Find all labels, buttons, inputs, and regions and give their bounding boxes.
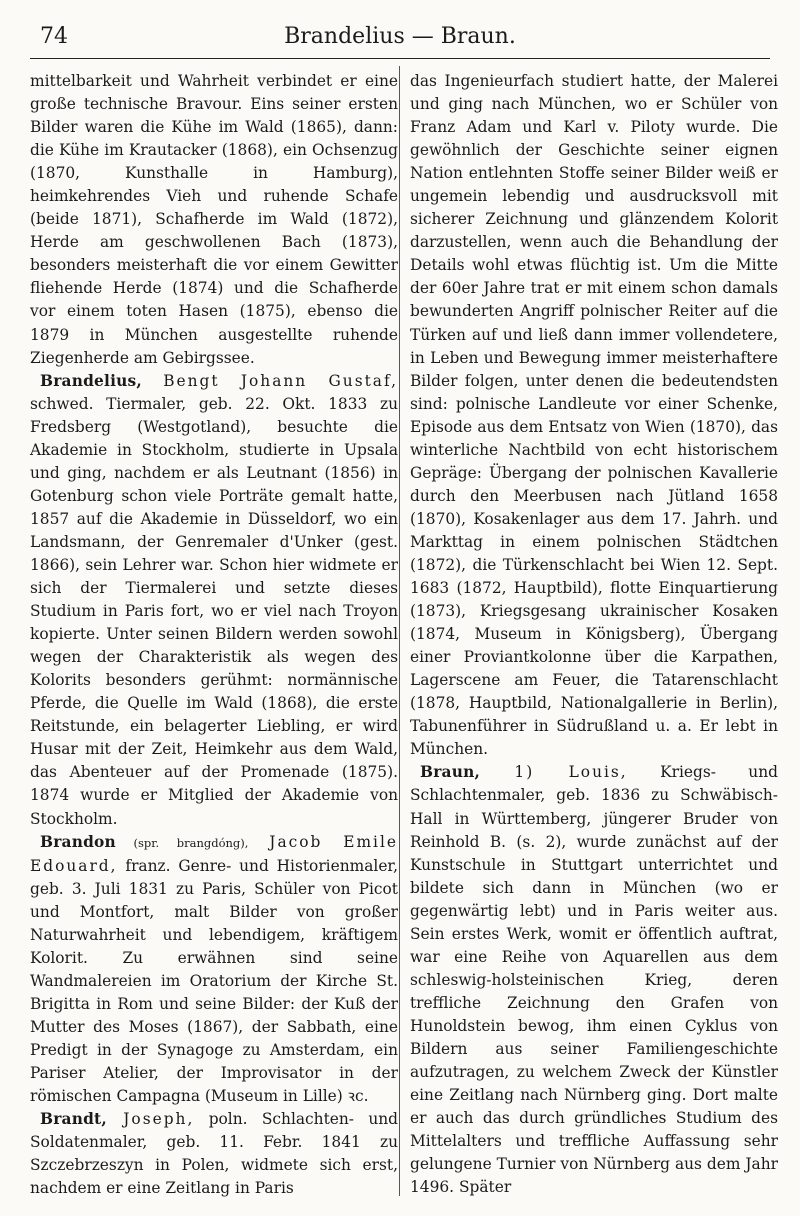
column-divider <box>399 66 400 1196</box>
entry-pronunciation: (spr. brangdóng), <box>115 835 249 850</box>
entry-continuation-left: mittelbarkeit und Wahrheit verbindet er eine große technische Bravour. Eins seiner ersten Bilder waren die Kühe im Wald (1865), dann: die Kühe im Krautacker (1868), ein Ochsenzug (1870, Kunsthalle in Hamburg), heimkehrendes Vieh und ruhende Schafe (beide 1871), Schafherde im Wald (1872), Herde am geschwollenen Bach (1873), besonders meisterhaft die vor einem Gewitter fliehende Herde (1874) und die Schafherde vor einem toten Hasen (1875), ebenso die 1879 in München ausgestellte ruhende Ziegenherde am Gebirgssee. <box>30 72 398 367</box>
entry-continuation-right: das Ingenieurfach studiert hatte, der Malerei und ging nach München, wo er Schüler von Franz Adam und Karl v. Piloty wurde. Die gewöhnlich der Geschichte seiner eignen Nation entlehnten Stoffe seiner Bilder weiß er ungemein lebendig und ausdrucksvoll mit sicherer Zeichnung und glänzendem Kolorit darzustellen, wenn auch die Behandlung der Details wohl etwas flüchtig ist. Um die Mitte der 60er Jahre trat er mit einem schon damals bewunderten Angriff polnischer Reiter auf die Türken auf und ließ dann immer vollendetere, in Leben und Bewegung immer meisterhaftere Bilder folgen, unter denen die bedeutendsten sind: polnische Landleute vor einer Schenke, Episode aus dem Entsatz von Wien (1870), das winterliche Nachtbild von echt historischem Gepräge: Übergang der polnischen Kavallerie durch den Meerbusen nach Jütland 1658 (1870), Kosakenlager aus dem 17. Jahrh. und Markttag in einem polnischen Städtchen (1872), die Türkenschlacht bei Wien 12. Sept. 1683 (1872, Hauptbild), flotte Einquartierung (1873), Kriegsgesang ukrainischer Kosaken (1874, Museum in Königsberg), Übergang einer Proviantkolonne über die Karpathen, Lagerscene am Feuer, die Tatarenschlacht (1878, Hauptbild, Nationalgallerie in Berlin), Tabunenführer in Südrußland u. a. Er lebt in München. <box>410 72 778 759</box>
entry-text: poln. Schlachten- und Soldatenmaler, geb. 11. Febr. 1841 zu Szczebrzeszyn in Polen, widmete sich erst, nachdem er eine Zeitlang in Paris <box>30 1110 398 1198</box>
entry-braun <box>410 761 778 1199</box>
entry-text: Kriegs- und Schlachtenmaler, geb. 1836 zu Schwäbisch-Hall in Württemberg, jüngerer Bruder von Reinhold B. (s. 2), wurde zunächst auf der Kunstschule in Stuttgart unterrichtet und bildete sich dann in München (wo er gegenwärtig lebt) und in Paris weiter aus. Sein erstes Werk, womit er öffentlich auftrat, war eine Reihe von Aquarellen aus dem schleswig-holsteinischen Krieg, deren treffliche Zeichnung den Grafen von Hunoldstein bewog, ihm einen Cyklus von Bildern aus seiner Familiengeschichte aufzutragen, zu welchem Zweck der Künstler eine Zeitlang nach Nürnberg ging. Dort malte er auch das durch gründliches Studium des Mittelalters und treffliche Auffassung sehr gelungene Turnier von Nürnberg aus dem Jahr 1496. Später <box>410 763 778 1197</box>
entry-name: Joseph, <box>106 1110 195 1129</box>
entry-text: schwed. Tiermaler, geb. 22. Okt. 1833 zu Fredsberg (Westgotland), besuchte die Akademie in Stockholm, studierte in Upsala und ging, nachdem er als Leutnant (1856) in Gotenburg schon viele Porträte gemalt hatte, 1857 auf die Akademie in Düsseldorf, wo ein Landsmann, der Genremaler d'Unker (gest. 1866), sein Lehrer war. Schon hier widmete er sich der Tiermalerei und setzte dieses Studium in Paris fort, wo er viel nach Troyon kopierte. Unter seinen Bildern werden sowohl wegen der Charakteristik als wegen des Kolorits besonders gerühmt: normännische Pferde, die Quelle im Wald (1868), die erste Reitstunde, ein belagerter Liebling, er wird Husar mit der Zeit, Heimkehr aus dem Wald, das Abenteuer auf der Promenade (1875). 1874 wurde er Mitglied der Akademie von Stockholm. <box>30 394 398 828</box>
right-column <box>410 70 778 1199</box>
running-head: Brandelius — Braun. <box>284 24 516 49</box>
page-number: 74 <box>40 24 68 49</box>
entry-headword: Brandon <box>40 832 116 851</box>
entry-name: Bengt Johann Gustaf, <box>141 371 398 390</box>
page-header <box>30 18 770 59</box>
entry-headword: Brandelius, <box>40 371 142 390</box>
entry-name: Jacob Emile Edouard, <box>30 832 398 875</box>
entry-name: 1) Louis, <box>480 763 628 782</box>
entry-brandelius <box>30 370 398 831</box>
left-column <box>30 70 398 1200</box>
entry-headword: Brandt, <box>40 1110 107 1129</box>
entry-text: franz. Genre- und Historienmaler, geb. 3. Juli 1831 zu Paris, Schüler von Picot und Montfort, malt Bilder von großer Naturwahrheit und lebendigem, kräftigem Kolorit. Zu erwähnen sind seine Wandmalereien im Oratorium der Kirche St. Brigitta in Rom und seine Bilder: der Kuß der Mutter des Moses (1867), der Sabbath, eine Predigt in der Synagoge zu Amsterdam, ein Pariser Atelier, der Improvisator in der römischen Campagna (Museum in Lille) ꝛc. <box>30 856 398 1106</box>
entry-brandon <box>30 831 398 1109</box>
entry-brandt <box>30 1108 398 1200</box>
entry-headword: Braun, <box>420 763 481 782</box>
